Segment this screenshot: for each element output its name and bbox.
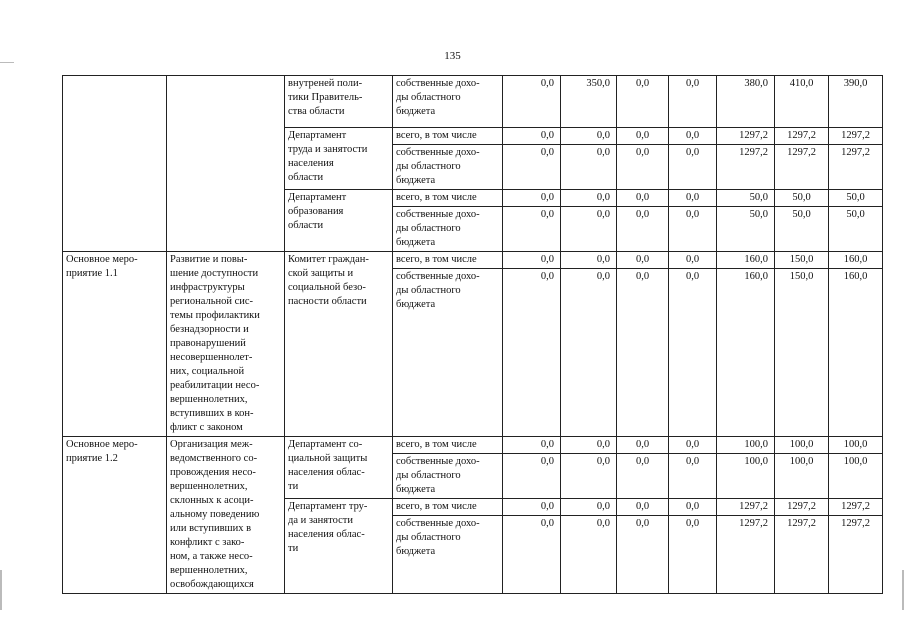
value-cell: 1297,2 bbox=[829, 499, 883, 516]
value-cell: 0,0 bbox=[503, 207, 561, 252]
value-cell: 100,0 bbox=[717, 454, 775, 499]
value-cell: 410,0 bbox=[775, 76, 829, 128]
value-cell: 0,0 bbox=[669, 516, 717, 594]
executor-cell: внутреней поли- тики Правитель- ства области bbox=[285, 76, 393, 128]
value-cell: 0,0 bbox=[561, 207, 617, 252]
funding-source-cell: всего, в том числе bbox=[393, 252, 503, 269]
value-cell: 160,0 bbox=[717, 269, 775, 437]
value-cell: 160,0 bbox=[829, 269, 883, 437]
value-cell: 0,0 bbox=[561, 269, 617, 437]
executor-cell: Департамент труда и занятости населения области bbox=[285, 128, 393, 190]
table-row bbox=[63, 76, 883, 128]
value-cell: 150,0 bbox=[775, 269, 829, 437]
value-cell: 0,0 bbox=[561, 437, 617, 454]
value-cell: 50,0 bbox=[829, 190, 883, 207]
funding-source-cell: собственные дохо- ды областного бюджета bbox=[393, 516, 503, 594]
value-cell: 0,0 bbox=[617, 252, 669, 269]
scan-edge-mark bbox=[0, 62, 14, 63]
value-cell: 0,0 bbox=[561, 145, 617, 190]
funding-source-cell: всего, в том числе bbox=[393, 128, 503, 145]
value-cell: 0,0 bbox=[669, 269, 717, 437]
value-cell: 0,0 bbox=[617, 207, 669, 252]
value-cell: 0,0 bbox=[503, 499, 561, 516]
value-cell: 0,0 bbox=[617, 269, 669, 437]
page-number: 135 bbox=[444, 50, 461, 62]
executor-cell: Комитет граждан- ской защиты и социальной безо- пасности области bbox=[285, 252, 393, 437]
value-cell: 0,0 bbox=[669, 76, 717, 128]
funding-source-cell: собственные дохо- ды областного бюджета bbox=[393, 76, 503, 128]
scan-edge-mark bbox=[0, 570, 2, 610]
value-cell: 160,0 bbox=[717, 252, 775, 269]
measure-description-cell: Организация меж- ведомственного со- провождения несо- вершеннолетних, склонных к асоци- альному поведению или вступивших в конфликт с зако- ном, а также несо- вершеннолетних, освобождающихся bbox=[167, 437, 285, 594]
measure-cell bbox=[63, 76, 167, 252]
value-cell: 0,0 bbox=[503, 437, 561, 454]
value-cell: 380,0 bbox=[717, 76, 775, 128]
value-cell: 1297,2 bbox=[717, 499, 775, 516]
value-cell: 100,0 bbox=[775, 454, 829, 499]
value-cell: 0,0 bbox=[617, 145, 669, 190]
value-cell: 0,0 bbox=[503, 516, 561, 594]
value-cell: 50,0 bbox=[717, 190, 775, 207]
value-cell: 150,0 bbox=[775, 252, 829, 269]
funding-source-cell: собственные дохо- ды областного бюджета bbox=[393, 454, 503, 499]
financing-table bbox=[62, 75, 883, 594]
value-cell: 1297,2 bbox=[775, 145, 829, 190]
value-cell: 0,0 bbox=[561, 128, 617, 145]
value-cell: 100,0 bbox=[829, 454, 883, 499]
funding-source-cell: всего, в том числе bbox=[393, 190, 503, 207]
value-cell: 100,0 bbox=[775, 437, 829, 454]
executor-cell: Департамент тру- да и занятости населения облас- ти bbox=[285, 499, 393, 594]
value-cell: 0,0 bbox=[503, 145, 561, 190]
value-cell: 0,0 bbox=[669, 454, 717, 499]
value-cell: 1297,2 bbox=[717, 145, 775, 190]
value-cell: 0,0 bbox=[669, 499, 717, 516]
funding-source-cell: собственные дохо- ды областного бюджета bbox=[393, 145, 503, 190]
value-cell: 100,0 bbox=[717, 437, 775, 454]
value-cell: 0,0 bbox=[669, 437, 717, 454]
measure-cell: Основное меро- приятие 1.2 bbox=[63, 437, 167, 594]
value-cell: 1297,2 bbox=[717, 128, 775, 145]
value-cell: 0,0 bbox=[669, 190, 717, 207]
measure-cell: Основное меро- приятие 1.1 bbox=[63, 252, 167, 437]
scan-edge-mark bbox=[902, 570, 904, 610]
funding-source-cell: собственные дохо- ды областного бюджета bbox=[393, 207, 503, 252]
value-cell: 50,0 bbox=[829, 207, 883, 252]
value-cell: 1297,2 bbox=[775, 516, 829, 594]
executor-cell: Департамент со- циальной защиты населения облас- ти bbox=[285, 437, 393, 499]
funding-source-cell: собственные дохо- ды областного бюджета bbox=[393, 269, 503, 437]
value-cell: 160,0 bbox=[829, 252, 883, 269]
table-row bbox=[63, 252, 883, 269]
value-cell: 0,0 bbox=[503, 454, 561, 499]
value-cell: 100,0 bbox=[829, 437, 883, 454]
value-cell: 0,0 bbox=[617, 128, 669, 145]
value-cell: 1297,2 bbox=[717, 516, 775, 594]
funding-source-cell: всего, в том числе bbox=[393, 437, 503, 454]
value-cell: 1297,2 bbox=[829, 145, 883, 190]
value-cell: 350,0 bbox=[561, 76, 617, 128]
value-cell: 1297,2 bbox=[775, 128, 829, 145]
value-cell: 1297,2 bbox=[775, 499, 829, 516]
value-cell: 0,0 bbox=[561, 190, 617, 207]
value-cell: 1297,2 bbox=[829, 128, 883, 145]
value-cell: 0,0 bbox=[617, 454, 669, 499]
value-cell: 50,0 bbox=[717, 207, 775, 252]
value-cell: 0,0 bbox=[669, 145, 717, 190]
value-cell: 0,0 bbox=[669, 252, 717, 269]
value-cell: 0,0 bbox=[503, 76, 561, 128]
value-cell: 390,0 bbox=[829, 76, 883, 128]
value-cell: 0,0 bbox=[561, 499, 617, 516]
value-cell: 0,0 bbox=[503, 252, 561, 269]
value-cell: 0,0 bbox=[503, 128, 561, 145]
measure-description-cell: Развитие и повы- шение доступности инфраструктуры региональной сис- темы профилактики безнадзорности и правонарушений несовершеннолет- них, социальной реабилитации несо- вершеннолетних, вступивших в кон- фликт с законом bbox=[167, 252, 285, 437]
table-row bbox=[63, 437, 883, 454]
funding-source-cell: всего, в том числе bbox=[393, 499, 503, 516]
value-cell: 50,0 bbox=[775, 190, 829, 207]
value-cell: 0,0 bbox=[617, 190, 669, 207]
value-cell: 0,0 bbox=[503, 190, 561, 207]
value-cell: 50,0 bbox=[775, 207, 829, 252]
value-cell: 0,0 bbox=[617, 516, 669, 594]
executor-cell: Департамент образования области bbox=[285, 190, 393, 252]
value-cell: 1297,2 bbox=[829, 516, 883, 594]
value-cell: 0,0 bbox=[617, 437, 669, 454]
value-cell: 0,0 bbox=[617, 76, 669, 128]
value-cell: 0,0 bbox=[561, 516, 617, 594]
value-cell: 0,0 bbox=[669, 207, 717, 252]
value-cell: 0,0 bbox=[617, 499, 669, 516]
value-cell: 0,0 bbox=[503, 269, 561, 437]
value-cell: 0,0 bbox=[561, 454, 617, 499]
value-cell: 0,0 bbox=[669, 128, 717, 145]
measure-description-cell bbox=[167, 76, 285, 252]
value-cell: 0,0 bbox=[561, 252, 617, 269]
